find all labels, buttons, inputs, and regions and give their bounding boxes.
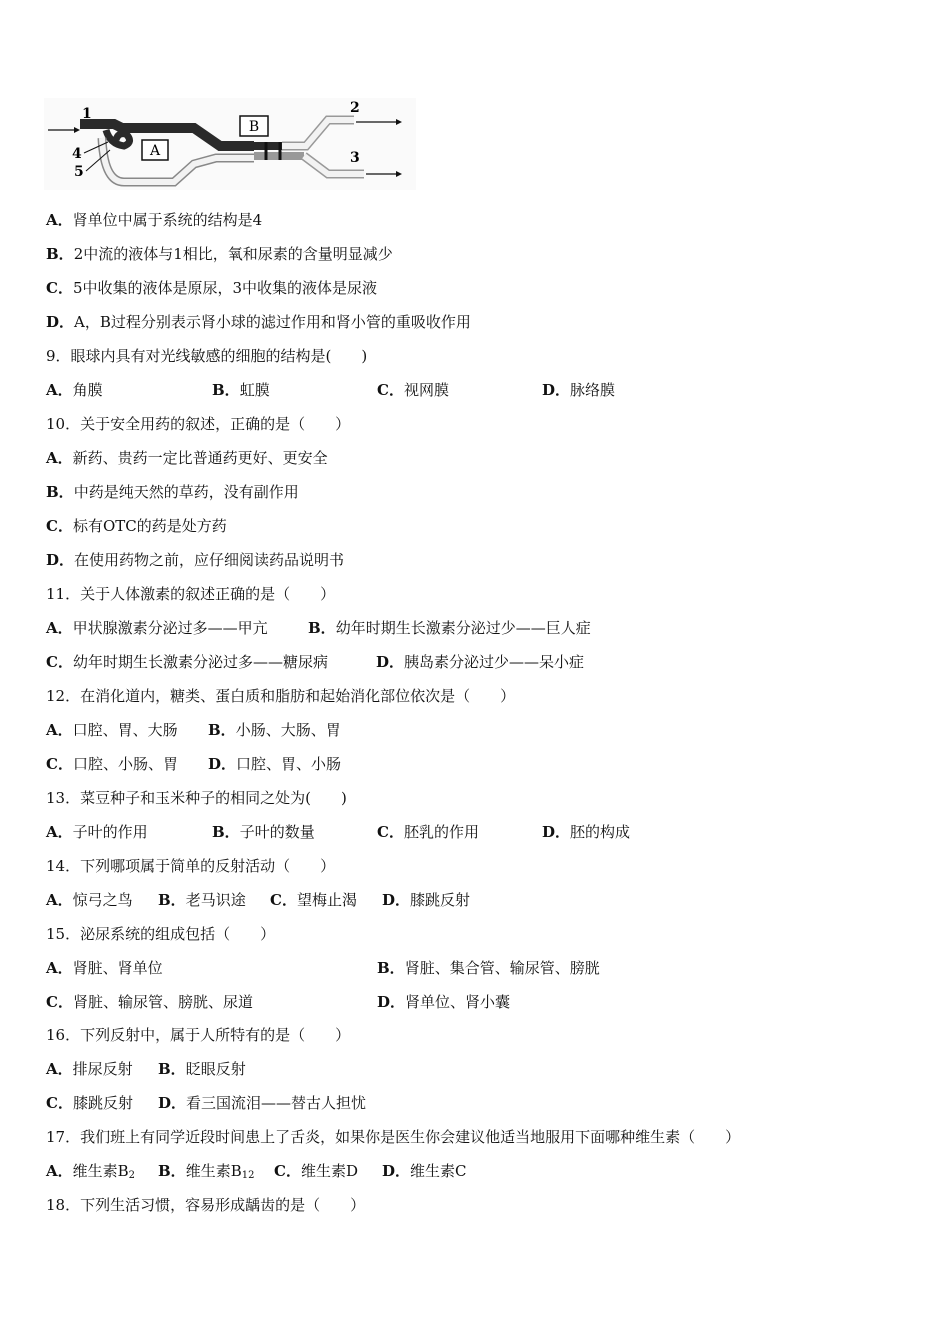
q12-option-b — [208, 720, 341, 740]
q10-option-a — [46, 448, 328, 468]
label-5: 5 — [74, 164, 84, 180]
option-letter: B． — [377, 959, 405, 977]
option-letter: C． — [274, 1162, 301, 1180]
q10-option-c — [46, 516, 227, 536]
q14-option-b — [158, 890, 246, 910]
box-b-label: B — [248, 119, 260, 135]
option-letter: C． — [46, 517, 73, 535]
option-letter: C． — [377, 381, 404, 399]
option-letter: C． — [46, 993, 73, 1011]
label-4: 4 — [72, 146, 82, 162]
option-text: 望梅止渴 — [296, 891, 357, 909]
option-letter: A． — [46, 823, 73, 841]
option-text: 维生素C — [410, 1162, 467, 1180]
option-letter: B． — [158, 891, 186, 909]
q16-option-a — [46, 1059, 133, 1079]
q12-option-d — [208, 754, 341, 774]
q11-option-b — [308, 618, 591, 638]
q12-option-c — [46, 754, 178, 774]
option-letter: A． — [46, 449, 73, 467]
q11-option-c — [46, 652, 328, 672]
option-text: 惊弓之鸟 — [72, 891, 133, 909]
q13-stem: 13．菜豆种子和玉米种子的相同之处为( ) — [46, 789, 347, 807]
option-letter: C． — [377, 823, 404, 841]
q16-stem: 16．下列反射中，属于人所特有的是（ ） — [46, 1026, 351, 1044]
option-text: 肾脏、肾单位 — [72, 959, 163, 977]
option-letter: A． — [46, 381, 73, 399]
nephron-diagram — [44, 98, 416, 190]
option-text: 眨眼反射 — [185, 1060, 246, 1078]
q15-option-d — [377, 992, 510, 1012]
option-letter: B． — [46, 483, 74, 501]
option-letter: A． — [46, 959, 73, 977]
q11-option-d — [376, 652, 584, 672]
option-text: 排尿反射 — [72, 1060, 133, 1078]
option-text: 肾单位中属于系统的结构是4 — [72, 211, 263, 229]
q17-option-d — [382, 1161, 467, 1181]
option-letter: D． — [542, 381, 571, 399]
q9-option-d — [542, 380, 615, 400]
option-letter: D． — [542, 823, 571, 841]
option-letter: B． — [158, 1060, 186, 1078]
q13-option-a — [46, 822, 148, 842]
q16-option-b — [158, 1059, 246, 1079]
option-text: 子叶的数量 — [239, 823, 315, 841]
option-letter: A． — [46, 1162, 73, 1180]
q13-option-d — [542, 822, 630, 842]
q15-stem: 15．泌尿系统的组成包括（ ） — [46, 925, 276, 943]
option-text: 膝跳反射 — [410, 891, 471, 909]
option-letter: A． — [46, 891, 73, 909]
q12-stem: 12．在消化道内，糖类、蛋白质和脂肪和起始消化部位依次是（ ） — [46, 687, 516, 705]
option-letter: D． — [382, 1162, 411, 1180]
q9-option-a — [46, 380, 103, 400]
option-letter: A． — [46, 619, 73, 637]
option-letter: D． — [377, 993, 406, 1011]
option-letter: C． — [270, 891, 297, 909]
option-letter: D． — [376, 653, 405, 671]
option-text: 新药、贵药一定比普通药更好、更安全 — [72, 449, 328, 467]
label-2: 2 — [350, 100, 360, 116]
option-text: 维生素D — [300, 1162, 358, 1180]
option-letter: A． — [46, 721, 73, 739]
q17-option-c — [274, 1161, 358, 1181]
option-text: 角膜 — [72, 381, 103, 399]
option-text: 2中流的液体与1相比，氧和尿素的含量明显减少 — [73, 245, 393, 263]
q13-option-c — [377, 822, 479, 842]
q15-option-b — [377, 958, 600, 978]
option-text: 口腔、胃、大肠 — [72, 721, 178, 739]
option-letter: B． — [208, 721, 236, 739]
q17-option-a — [46, 1161, 135, 1181]
option-letter: B． — [308, 619, 336, 637]
option-text: 中药是纯天然的草药，没有副作用 — [73, 483, 299, 501]
q17-stem: 17．我们班上有同学近段时间患上了舌炎，如果你是医生你会建议他适当地服用下面哪种维生素（ ） — [46, 1128, 741, 1146]
option-subscript: 2 — [128, 1170, 136, 1181]
q11-stem: 11．关于人体激素的叙述正确的是（ ） — [46, 585, 336, 603]
option-text: 口腔、胃、小肠 — [236, 755, 342, 773]
q18-stem: 18．下列生活习惯，容易形成龋齿的是（ ） — [46, 1196, 366, 1214]
option-letter: D． — [46, 551, 75, 569]
option-text: 维生素B — [72, 1162, 129, 1180]
q11-option-a — [46, 618, 268, 638]
q14-option-c — [270, 890, 357, 910]
option-letter: B． — [212, 823, 240, 841]
q8-option-b — [46, 244, 393, 264]
option-letter: C． — [46, 755, 73, 773]
option-letter: B． — [212, 381, 240, 399]
q10-option-d — [46, 550, 344, 570]
option-letter: A． — [46, 1060, 73, 1078]
option-text: 幼年时期生长激素分泌过多——糖尿病 — [72, 653, 328, 671]
q9-option-c — [377, 380, 449, 400]
option-text: 5中收集的液体是原尿，3中收集的液体是尿液 — [72, 279, 378, 297]
q10-stem: 10．关于安全用药的叙述，正确的是（ ） — [46, 415, 351, 433]
option-letter: D． — [46, 313, 75, 331]
q14-stem: 14．下列哪项属于简单的反射活动（ ） — [46, 857, 336, 875]
q9-option-b — [212, 380, 270, 400]
option-letter: C． — [46, 1094, 73, 1112]
option-text: 子叶的作用 — [72, 823, 148, 841]
option-text: 肾脏、输尿管、膀胱、尿道 — [72, 993, 253, 1011]
box-a-label: A — [149, 143, 161, 159]
option-text: 看三国流泪——替古人担忧 — [186, 1094, 367, 1112]
option-letter: B． — [46, 245, 74, 263]
q12-option-a — [46, 720, 178, 740]
q8-option-c — [46, 278, 377, 298]
option-text: 甲状腺激素分泌过多——甲亢 — [72, 619, 268, 637]
option-text: 肾单位、肾小囊 — [405, 993, 511, 1011]
q8-option-a — [46, 210, 262, 230]
q14-option-d — [382, 890, 470, 910]
q17-option-b — [158, 1161, 254, 1181]
label-3: 3 — [350, 150, 360, 166]
q14-option-a — [46, 890, 133, 910]
option-text: A，B过程分别表示肾小球的滤过作用和肾小管的重吸收作用 — [74, 313, 471, 331]
option-letter: D． — [158, 1094, 187, 1112]
option-letter: C． — [46, 653, 73, 671]
option-letter: C． — [46, 279, 73, 297]
option-text: 胚的构成 — [570, 823, 631, 841]
option-text: 标有OTC的药是处方药 — [72, 517, 227, 535]
option-text: 维生素B — [185, 1162, 242, 1180]
q16-option-d — [158, 1093, 366, 1113]
q15-option-c — [46, 992, 253, 1012]
option-text: 幼年时期生长激素分泌过少——巨人症 — [335, 619, 591, 637]
option-letter: D． — [208, 755, 237, 773]
label-1: 1 — [82, 106, 92, 122]
q8-option-d — [46, 312, 471, 332]
option-text: 脉络膜 — [570, 381, 616, 399]
option-text: 虹膜 — [239, 381, 270, 399]
q10-option-b — [46, 482, 299, 502]
option-text: 胚乳的作用 — [403, 823, 479, 841]
option-text: 肾脏、集合管、输尿管、膀胱 — [404, 959, 600, 977]
q16-option-c — [46, 1093, 133, 1113]
option-text: 口腔、小肠、胃 — [72, 755, 178, 773]
option-subscript: 12 — [241, 1170, 255, 1181]
option-text: 老马识途 — [185, 891, 246, 909]
option-letter: D． — [382, 891, 411, 909]
option-text: 膝跳反射 — [72, 1094, 133, 1112]
q15-option-a — [46, 958, 163, 978]
option-text: 视网膜 — [403, 381, 449, 399]
option-letter: A． — [46, 211, 73, 229]
option-text: 胰岛素分泌过少——呆小症 — [404, 653, 585, 671]
q9-stem: 9．眼球内具有对光线敏感的细胞的结构是( ) — [46, 347, 368, 365]
option-text: 在使用药物之前，应仔细阅读药品说明书 — [74, 551, 345, 569]
option-letter: B． — [158, 1162, 186, 1180]
q13-option-b — [212, 822, 315, 842]
option-text: 小肠、大肠、胃 — [235, 721, 341, 739]
